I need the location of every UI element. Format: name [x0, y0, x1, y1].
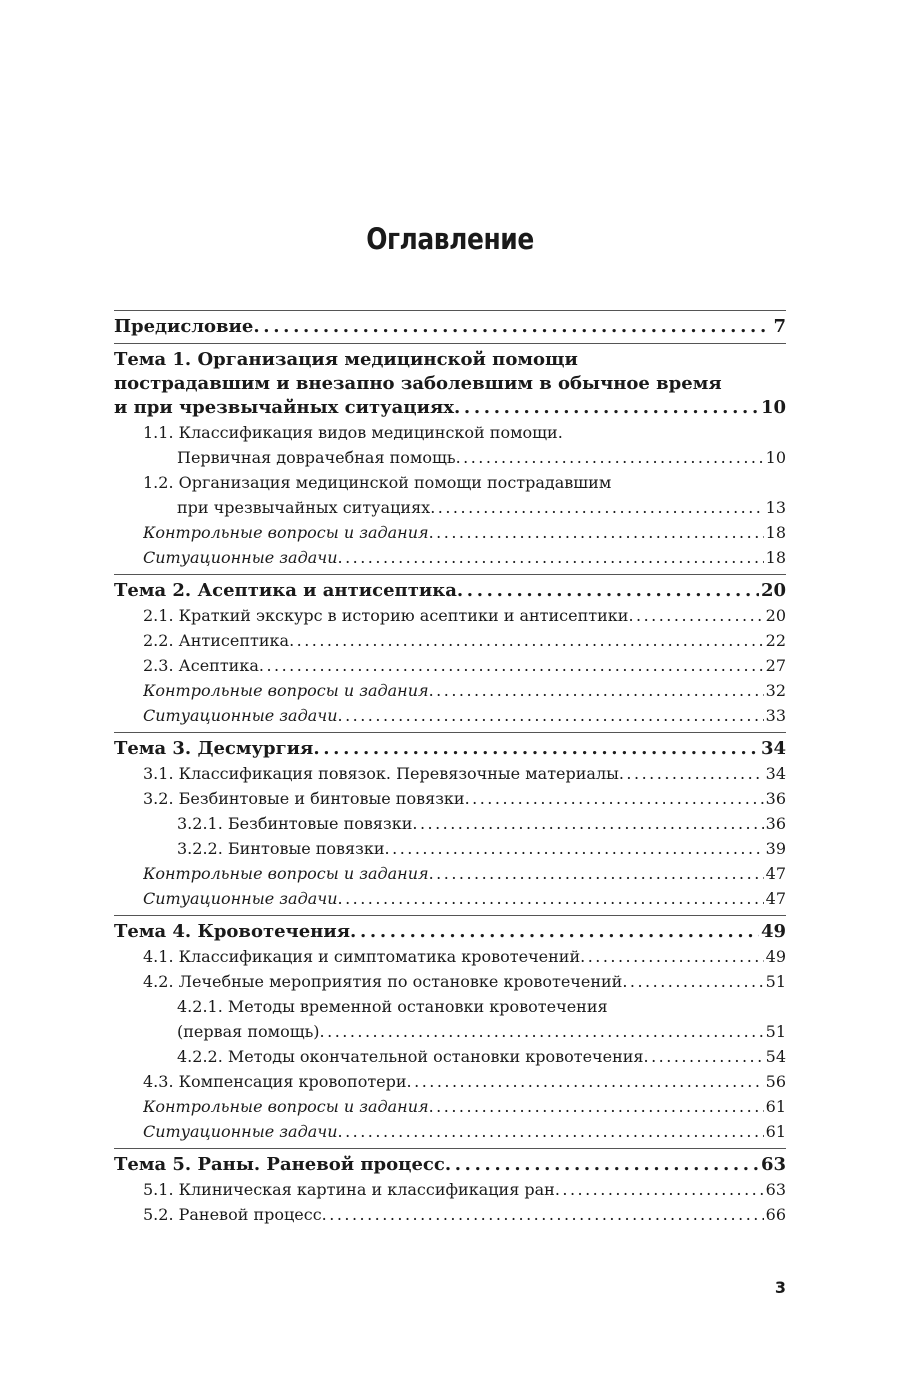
toc-topic-text: Тема 5. Раны. Раневой процесс: [114, 1154, 445, 1175]
dot-leader: [429, 1094, 764, 1119]
dot-leader: [445, 1153, 759, 1177]
toc-subsection-text: при чрезвычайных ситуациях: [177, 498, 431, 517]
toc-extra-page-number: 61: [765, 1122, 786, 1141]
toc-subsection-leader-line: [143, 1069, 786, 1094]
toc-extra: [114, 703, 786, 728]
toc-extra-text: Ситуационные задачи: [143, 706, 338, 725]
toc-subsection-text: 5.2. Раневой процесс: [143, 1205, 322, 1224]
toc-topic: [114, 579, 786, 603]
toc-subsection: [114, 1177, 786, 1202]
toc-subsection-page-number: 10: [765, 448, 786, 467]
dot-leader: [622, 969, 763, 994]
dot-leader: [644, 1044, 764, 1069]
toc-section: [114, 915, 786, 1148]
toc-subsection: [114, 470, 786, 520]
toc-subsection: [114, 969, 786, 994]
toc-subsection: [114, 653, 786, 678]
toc-extra-leader-line: [143, 861, 786, 886]
toc-subsection-page-number: 54: [765, 1047, 786, 1066]
dot-leader: [338, 703, 764, 728]
toc-subsection-text: 2.1. Краткий экскурс в историю асептики и антисептики: [143, 606, 629, 625]
dot-leader: [289, 628, 764, 653]
toc-subsection-leader-line: [143, 495, 786, 520]
toc-extra-page-number: 18: [765, 548, 786, 567]
toc-topic-page-number: 49: [760, 921, 786, 942]
toc-topic-leader-line: [114, 1153, 786, 1177]
toc-subsection-text-line: [177, 994, 786, 1019]
toc-subsection-page-number: 36: [765, 814, 786, 833]
toc-subsection-text: 4.3. Компенсация кровопотери: [143, 1072, 407, 1091]
toc-subsection: [114, 1069, 786, 1094]
dot-leader: [338, 545, 764, 570]
toc-subsection-text: 4.2.2. Методы окончательной остановки кровотечения: [177, 1047, 644, 1066]
toc-extra-leader-line: [143, 520, 786, 545]
toc-extra-text: Контрольные вопросы и задания: [143, 1097, 429, 1116]
toc-extra-text: Контрольные вопросы и задания: [143, 523, 429, 542]
toc-subsection-page-number: 36: [765, 789, 786, 808]
toc-topic-page-number: 63: [760, 1154, 786, 1175]
toc-subsection-leader-line: [177, 1019, 786, 1044]
toc-subsection-page-number: 51: [765, 1022, 786, 1041]
toc-topic-leader-line: [114, 579, 786, 603]
toc-topic-text: и при чрезвычайных ситуациях: [114, 397, 454, 418]
toc-extra-page-number: 33: [765, 706, 786, 725]
toc-subsection-text: (первая помощь): [177, 1022, 320, 1041]
toc-extra-page-number: 47: [765, 864, 786, 883]
toc-subsection: [114, 1044, 786, 1069]
toc-subsection: [114, 420, 786, 470]
dot-leader: [555, 1177, 764, 1202]
toc-subsection-text: 3.1. Классификация повязок. Перевязочные материалы: [143, 764, 619, 783]
toc-subsection-text: 3.2. Безбинтовые и бинтовые повязки: [143, 789, 465, 808]
toc-subsection-page-number: 39: [765, 839, 786, 858]
dot-leader: [320, 1019, 764, 1044]
toc-subsection-text: 3.2.1. Безбинтовые повязки: [177, 814, 413, 833]
toc-extra-text: Контрольные вопросы и задания: [143, 681, 429, 700]
toc-subsection-text-line: [143, 420, 786, 445]
toc-subsection: [114, 944, 786, 969]
toc-subsection-text: 3.2.2. Бинтовые повязки: [177, 839, 385, 858]
toc-subsection-text: 2.2. Антисептика: [143, 631, 290, 650]
toc-topic-page-number: 20: [760, 580, 786, 601]
toc-topic-leader-line: [114, 315, 786, 339]
toc-extra-page-number: 18: [765, 523, 786, 542]
toc-section: [114, 343, 786, 574]
toc-subsection: [114, 786, 786, 811]
toc-extra: [114, 886, 786, 911]
toc-section: [114, 310, 786, 343]
toc-subsection-leader-line: [177, 836, 786, 861]
toc-subsection: [114, 603, 786, 628]
toc-extra: [114, 1119, 786, 1144]
toc-topic-leader-line: [114, 737, 786, 761]
toc-subsection-text: Первичная доврачебная помощь: [177, 448, 456, 467]
dot-leader: [454, 396, 759, 420]
dot-leader: [253, 315, 771, 339]
toc-subsection-text: 5.1. Клиническая картина и классификация ран: [143, 1180, 555, 1199]
toc-topic-text: Тема 3. Десмургия: [114, 738, 314, 759]
toc-subsection-leader-line: [143, 969, 786, 994]
toc-subsection-text: 1.2. Организация медицинской помощи пострадавшим: [143, 473, 612, 492]
toc-subsection-text: 2.3. Асептика: [143, 656, 259, 675]
toc-section: [114, 1148, 786, 1231]
toc-topic-page-number: 34: [760, 738, 786, 759]
toc-subsection-page-number: 56: [765, 1072, 786, 1091]
toc-subsection-page-number: 51: [765, 972, 786, 991]
toc-extra-leader-line: [143, 886, 786, 911]
dot-leader: [580, 944, 764, 969]
toc-topic-text: Тема 1. Организация медицинской помощи: [114, 349, 578, 370]
toc-topic-page-number: 10: [760, 397, 786, 418]
toc-extra-leader-line: [143, 545, 786, 570]
toc-subsection-leader-line: [143, 653, 786, 678]
toc-extra-leader-line: [143, 1094, 786, 1119]
toc-subsection: [114, 811, 786, 836]
toc-subsection-page-number: 63: [765, 1180, 786, 1199]
toc-topic-text: Тема 4. Кровотечения: [114, 921, 351, 942]
dot-leader: [407, 1069, 764, 1094]
toc-subsection-text: 1.1. Классификация видов медицинской помощи.: [143, 423, 563, 442]
toc-extra: [114, 1094, 786, 1119]
toc-extra: [114, 678, 786, 703]
toc-subsection-page-number: 22: [765, 631, 786, 650]
dot-leader: [338, 1119, 764, 1144]
dot-leader: [350, 920, 759, 944]
toc-topic-text: Тема 2. Асептика и антисептика: [114, 580, 457, 601]
toc-extra-leader-line: [143, 678, 786, 703]
toc-topic-leader-line: [114, 396, 786, 420]
dot-leader: [429, 678, 764, 703]
dot-leader: [429, 861, 764, 886]
dot-leader: [457, 579, 759, 603]
toc-subsection: [114, 836, 786, 861]
toc-extra-page-number: 61: [765, 1097, 786, 1116]
table-of-contents: [114, 310, 786, 1231]
toc-subsection-leader-line: [177, 811, 786, 836]
toc-subsection-page-number: 66: [765, 1205, 786, 1224]
toc-extra-text: Контрольные вопросы и задания: [143, 864, 429, 883]
dot-leader: [313, 737, 759, 761]
dot-leader: [619, 761, 764, 786]
toc-subsection-page-number: 27: [765, 656, 786, 675]
toc-topic: [114, 737, 786, 761]
toc-topic: [114, 315, 786, 339]
toc-subsection-leader-line: [143, 786, 786, 811]
toc-extra-text: Ситуационные задачи: [143, 1122, 338, 1141]
toc-subsection: [114, 994, 786, 1044]
toc-section: [114, 574, 786, 732]
toc-subsection-text-line: [143, 470, 786, 495]
toc-subsection: [114, 628, 786, 653]
toc-subsection-text: 4.2. Лечебные мероприятия по остановке кровотечений: [143, 972, 623, 991]
toc-extra-page-number: 32: [765, 681, 786, 700]
toc-topic: [114, 1153, 786, 1177]
dot-leader: [465, 786, 764, 811]
toc-topic-leader-line: [114, 920, 786, 944]
toc-subsection-page-number: 13: [765, 498, 786, 517]
toc-extra: [114, 545, 786, 570]
dot-leader: [412, 811, 763, 836]
dot-leader: [385, 836, 764, 861]
toc-subsection-leader-line: [143, 944, 786, 969]
toc-subsection-text: 4.1. Классификация и симптоматика кровотечений: [143, 947, 581, 966]
toc-topic-text-line: [114, 372, 786, 396]
dot-leader: [322, 1202, 764, 1227]
page-number: 3: [774, 1278, 786, 1297]
toc-extra: [114, 861, 786, 886]
toc-subsection-leader-line: [143, 603, 786, 628]
toc-extra-page-number: 47: [765, 889, 786, 908]
toc-subsection-leader-line: [143, 761, 786, 786]
dot-leader: [338, 886, 764, 911]
toc-topic-page-number: 7: [773, 316, 786, 337]
toc-topic: [114, 348, 786, 420]
toc-extra-leader-line: [143, 703, 786, 728]
toc-topic-text: Предисловие: [114, 316, 254, 337]
dot-leader: [628, 603, 763, 628]
toc-extra-text: Ситуационные задачи: [143, 889, 338, 908]
toc-topic-text-line: [114, 348, 786, 372]
toc-extra-leader-line: [143, 1119, 786, 1144]
toc-subsection: [114, 1202, 786, 1227]
toc-subsection-leader-line: [143, 1177, 786, 1202]
toc-subsection-leader-line: [143, 445, 786, 470]
toc-subsection-leader-line: [143, 1202, 786, 1227]
toc-subsection-page-number: 34: [765, 764, 786, 783]
toc-section: [114, 732, 786, 915]
toc-subsection-page-number: 49: [765, 947, 786, 966]
toc-extra-text: Ситуационные задачи: [143, 548, 338, 567]
dot-leader: [430, 495, 763, 520]
dot-leader: [429, 520, 764, 545]
toc-topic: [114, 920, 786, 944]
toc-topic-text: пострадавшим и внезапно заболевшим в обычное время: [114, 373, 722, 394]
toc-subsection-page-number: 20: [765, 606, 786, 625]
toc-subsection-leader-line: [143, 628, 786, 653]
toc-subsection-leader-line: [177, 1044, 786, 1069]
toc-subsection: [114, 761, 786, 786]
toc-subsection-text: 4.2.1. Методы временной остановки кровотечения: [177, 997, 608, 1016]
toc-extra: [114, 520, 786, 545]
dot-leader: [259, 653, 764, 678]
dot-leader: [456, 445, 764, 470]
page-title: Оглавление: [366, 222, 534, 256]
